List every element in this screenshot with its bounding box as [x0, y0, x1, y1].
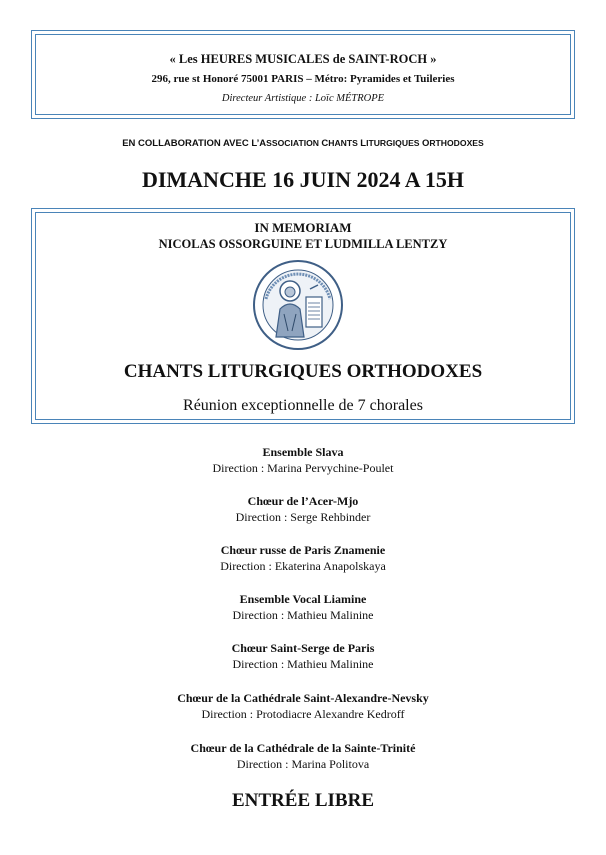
in-memoriam-label: IN MEMORIAM	[254, 220, 352, 235]
ensemble-item	[0, 690, 606, 722]
ensemble-direction: Direction : Ekaterina Anapolskaya	[220, 559, 386, 573]
collab-small-2: HANTS	[328, 138, 361, 148]
collab-cap-2: C	[321, 138, 329, 149]
header-box	[31, 30, 575, 119]
ensemble-name: Ensemble Slava	[262, 445, 344, 459]
association-seal-icon	[252, 259, 344, 351]
ensemble-item	[0, 542, 606, 574]
ensemble-direction: Direction : Marina Pervychine-Poulet	[212, 461, 394, 475]
ensemble-item	[0, 493, 606, 525]
collab-small-1: SSOCIATION	[266, 138, 322, 148]
venue-address: 296, rue st Honoré 75001 PARIS – Métro: Pyramides et Tuileries	[151, 73, 455, 85]
ensemble-item	[0, 591, 606, 623]
collaboration-line	[0, 138, 606, 149]
ensemble-direction: Direction : Mathieu Malinine	[232, 657, 374, 671]
ensemble-direction: Direction : Marina Politova	[236, 757, 370, 771]
ensemble-item	[0, 740, 606, 772]
collab-small-4: RTHODOXES	[429, 138, 484, 148]
ensemble-name: Chœur russe de Paris Znamenie	[220, 543, 386, 557]
artistic-director: Directeur Artistique : Loïc MÉTROPE	[221, 93, 385, 104]
ensemble-direction: Direction : Serge Rehbinder	[235, 510, 371, 524]
ensemble-direction: Direction : Mathieu Malinine	[232, 608, 374, 622]
venue-title: « Les HEURES MUSICALES de SAINT-ROCH »	[169, 52, 437, 66]
ensemble-name: Chœur de la Cathédrale de la Sainte-Trinité	[190, 741, 416, 755]
concert-title: CHANTS LITURGIQUES ORTHODOXES	[123, 361, 483, 382]
ensemble-name: Ensemble Vocal Liamine	[239, 592, 367, 606]
concert-subtitle: Réunion exceptionnelle de 7 chorales	[183, 397, 423, 414]
ensemble-name: Chœur de l’Acer-Mjo	[247, 494, 359, 508]
ensemble-item	[0, 444, 606, 476]
collab-prefix: EN COLLABORATION AVEC L’	[122, 138, 260, 149]
collab-cap-1: A	[259, 138, 267, 149]
memoriam-box	[31, 208, 575, 424]
free-entry-label: ENTRÉE LIBRE	[231, 790, 375, 811]
event-date: DIMANCHE 16 JUIN 2024 A 15H	[141, 167, 465, 192]
ensemble-direction: Direction : Protodiacre Alexandre Kedroff	[201, 707, 405, 721]
ensemble-item	[0, 640, 606, 672]
collab-cap-3: L	[360, 138, 367, 149]
collab-small-3: ITURGIQUES	[366, 138, 422, 148]
memoriam-names: NICOLAS OSSORGUINE ET LUDMILLA LENTZY	[158, 237, 448, 251]
collab-cap-4: O	[421, 138, 430, 149]
ensemble-name: Chœur Saint-Serge de Paris	[231, 641, 375, 655]
ensemble-name: Chœur de la Cathédrale Saint-Alexandre-Nevsky	[177, 691, 429, 705]
